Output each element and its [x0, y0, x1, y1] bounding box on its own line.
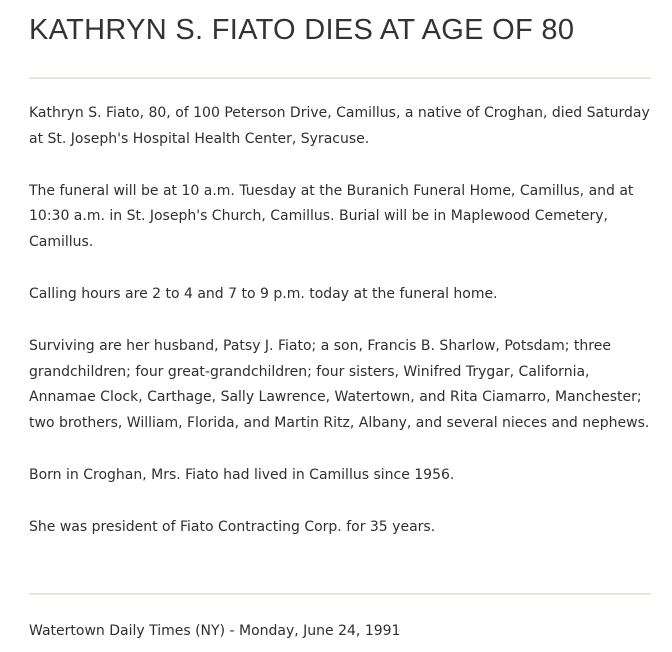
bottom-divider	[29, 593, 651, 595]
article-title: KATHRYN S. FIATO DIES AT AGE OF 80	[29, 14, 575, 46]
top-divider	[29, 77, 651, 79]
paragraph-survivors: Surviving are her husband, Patsy J. Fiato; a son, Francis B. Sharlow, Potsdam; three grandchildren; four great-grandchildren; four sisters, Winifred Trygar, California, Annamae Clock, Carthage, Sally Lawrence, Watertown, and Rita Ciamarro, Manchester; two brothers, William, Florida, and Martin Ritz, Albany, and several nieces and nephews.	[29, 337, 650, 432]
paragraph-career: She was president of Fiato Contracting Corp. for 35 years.	[29, 518, 436, 535]
paragraph-funeral: The funeral will be at 10 a.m. Tuesday at the Buranich Funeral Home, Camillus, and at 10:30 a.m. in St. Joseph's Church, Camillus. Burial will be in Maplewood Cemetery, Camillus.	[29, 182, 634, 251]
paragraph-calling-hours: Calling hours are 2 to 4 and 7 to 9 p.m. today at the funeral home.	[29, 285, 498, 302]
source-citation: Watertown Daily Times (NY) - Monday, June 24, 1991	[29, 623, 401, 639]
paragraph-residence: Born in Croghan, Mrs. Fiato had lived in Camillus since 1956.	[29, 466, 455, 483]
article-body	[29, 101, 651, 567]
paragraph-intro: Kathryn S. Fiato, 80, of 100 Peterson Drive, Camillus, a native of Croghan, died Saturday at St. Joseph's Hospital Health Center, Syracuse.	[29, 105, 650, 147]
